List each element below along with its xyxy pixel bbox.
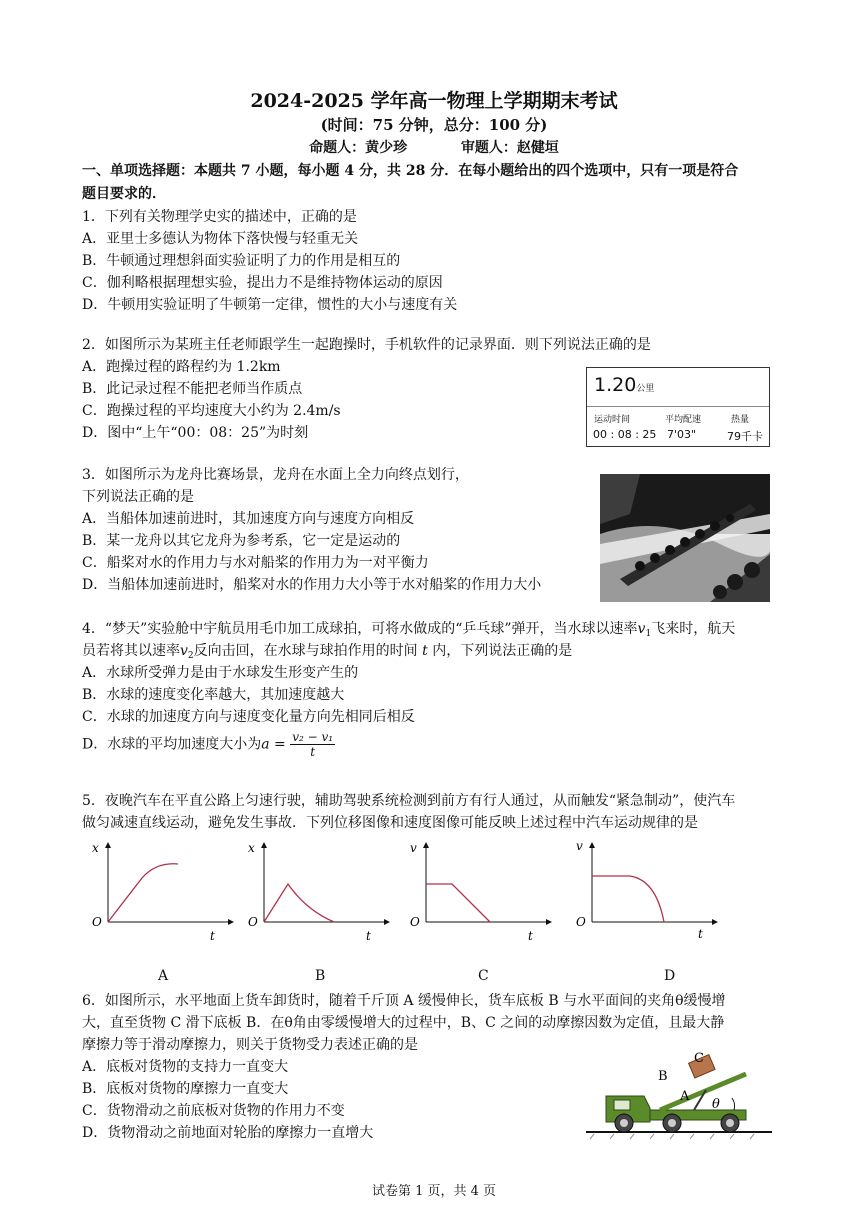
distance: 1.20公里 [594, 374, 655, 396]
q4-option-c: C．水球的加速度方向与速度变化量方向先相同后相反 [82, 709, 415, 725]
graph-a-origin: O [92, 915, 102, 929]
dragon-boat-photo [600, 474, 770, 602]
graph-label-a: A [158, 968, 169, 984]
graph-label-b: B [315, 968, 326, 984]
authors [0, 137, 868, 157]
graph-c-yaxis: v [410, 841, 417, 855]
q6-stem-cont2: 摩擦力等于滑动摩擦力，则关于货物受力表述正确的是 [82, 1037, 418, 1053]
page-footer: 试卷第 1 页，共 4 页 [371, 1184, 497, 1199]
q3-option-b: B．某一龙舟以其它龙舟为参考系，它一定是运动的 [82, 533, 401, 549]
section-heading: 一、单项选择题：本题共 7 小题，每小题 4 分，共 28 分．在每小题给出的四个选项中，只有一项是符合 [82, 163, 739, 179]
graph-d-xaxis: t [698, 927, 703, 941]
q3-stem-cont: 下列说法正确的是 [82, 489, 194, 505]
label-theta: θ [712, 1097, 720, 1112]
q4-option-b: B．水球的速度变化率越大，其加速度越大 [82, 687, 345, 703]
value-time: 00 : 08 : 25 [593, 428, 657, 441]
q3-option-c: C．船桨对水的作用力与水对船桨的作用力为一对平衡力 [82, 555, 429, 571]
graph-a [88, 840, 238, 950]
q2-option-b: B．此记录过程不能把老师当作质点 [82, 381, 303, 397]
graph-b-yaxis: x [248, 841, 255, 855]
q4-stem-cont: 员若将其以速率$v_2$反向击回，在水球与球拍作用的时间 t 内，下列说法正确的是 [82, 643, 573, 661]
graph-b-xaxis: t [366, 929, 371, 943]
truck-diagram [584, 1048, 774, 1143]
graph-label-d: D [664, 968, 676, 984]
q2-stem: 2．如图所示为某班主任老师跟学生一起跑操时，手机软件的记录界面．则下列说法正确的是 [82, 337, 651, 353]
label-c: C [694, 1051, 704, 1066]
graph-b [244, 840, 394, 950]
q2-option-c: C．跑操过程的平均速度大小约为 2.4m/s [82, 403, 341, 419]
q6-stem-cont: 大，直至货物 C 滑下底板 B．在θ角由零缓慢增大的过程中，B、C 之间的动摩擦因数为定值，且最大静 [82, 1015, 725, 1031]
q6-option-b: B．底板对货物的摩擦力一直变大 [82, 1081, 289, 1097]
value-pace: 7'03" [667, 428, 697, 441]
running-app-card [586, 367, 770, 447]
label-time: 运动时间 [594, 415, 631, 425]
graph-a-yaxis: x [92, 841, 99, 855]
label-b: B [658, 1069, 668, 1084]
graph-a-xaxis: t [210, 929, 215, 943]
exam-duration: (时间：75 分钟，总分：100 分) [320, 116, 548, 134]
graph-d-yaxis: v [576, 840, 583, 853]
graph-label-c: C [478, 968, 489, 984]
label-a: A [680, 1089, 690, 1104]
q1-option-d: D．牛顿用实验证明了牛顿第一定律，惯性的大小与速度有关 [82, 297, 458, 313]
q4-option-a: A．水球所受弹力是由于水球发生形变产生的 [82, 665, 359, 681]
graph-c [406, 840, 556, 950]
q2-option-d: D．图中“上午“00：08：25”为时刻 [82, 425, 309, 441]
q6-option-d: D．货物滑动之前地面对轮胎的摩擦力一直增大 [82, 1125, 374, 1141]
graph-b-origin: O [248, 915, 258, 929]
q1-option-c: C．伽利略根据理想实验，提出力不是维持物体运动的原因 [82, 275, 443, 291]
q1-option-a: A．亚里士多德认为物体下落快慢与轻重无关 [82, 231, 359, 247]
q5-stem-cont: 做匀减速直线运动，避免发生事故．下列位移图像和速度图像可能反映上述过程中汽车运动规律的是 [82, 815, 698, 831]
q4-stem: 4．“梦天”实验舱中宇航员用毛巾加工成球拍，可将水做成的“乒乓球”弹开，当水球以速率$v_1$飞来时，航天 [82, 621, 736, 639]
label-pace: 平均配速 [665, 415, 702, 425]
section-heading-cont: 题目要求的． [82, 186, 166, 202]
q6-option-a: A．底板对货物的支持力一直变大 [82, 1059, 289, 1075]
q3-option-d: D．当船体加速前进时，船桨对水的作用力大小等于水对船桨的作用力大小 [82, 577, 542, 593]
setter: 命题人：黄少珍 [309, 140, 408, 156]
q3-option-a: A．当船体加速前进时，其加速度方向与速度方向相反 [82, 511, 415, 527]
q5-stem: 5．夜晚汽车在平直公路上匀速行驶，辅助驾驶系统检测到前方有行人通过，从而触发“紧急制动”，使汽车 [82, 793, 736, 809]
value-heat: 79千卡 [727, 430, 763, 443]
q3-stem: 3．如图所示为龙舟比赛场景，龙舟在水面上全力向终点划行， [82, 467, 469, 483]
graph-c-xaxis: t [528, 929, 533, 943]
graph-d [572, 840, 722, 950]
page-title: 2024-2025 学年高一物理上学期期末考试 [250, 90, 618, 112]
q1-option-b: B．牛顿通过理想斜面实验证明了力的作用是相互的 [82, 253, 401, 269]
graph-c-origin: O [410, 915, 420, 929]
q2-option-a: A．跑操过程的路程约为 1.2km [82, 359, 281, 375]
label-heat: 热量 [731, 415, 750, 425]
q4-option-d: D．水球的平均加速度大小为a = $\frac{\text{v₂ − v₁}}{t}$ [82, 730, 334, 759]
q6-stem: 6．如图所示，水平地面上货车卸货时，随着千斤顶 A 缓慢伸长，货车底板 B 与水平面间的夹角θ缓慢增 [82, 993, 726, 1009]
q6-option-c: C．货物滑动之前底板对货物的作用力不变 [82, 1103, 345, 1119]
q1-stem: 1．下列有关物理学史实的描述中，正确的是 [82, 209, 357, 225]
graph-d-origin: O [576, 915, 586, 929]
reviewer: 审题人：赵健垣 [460, 140, 559, 156]
